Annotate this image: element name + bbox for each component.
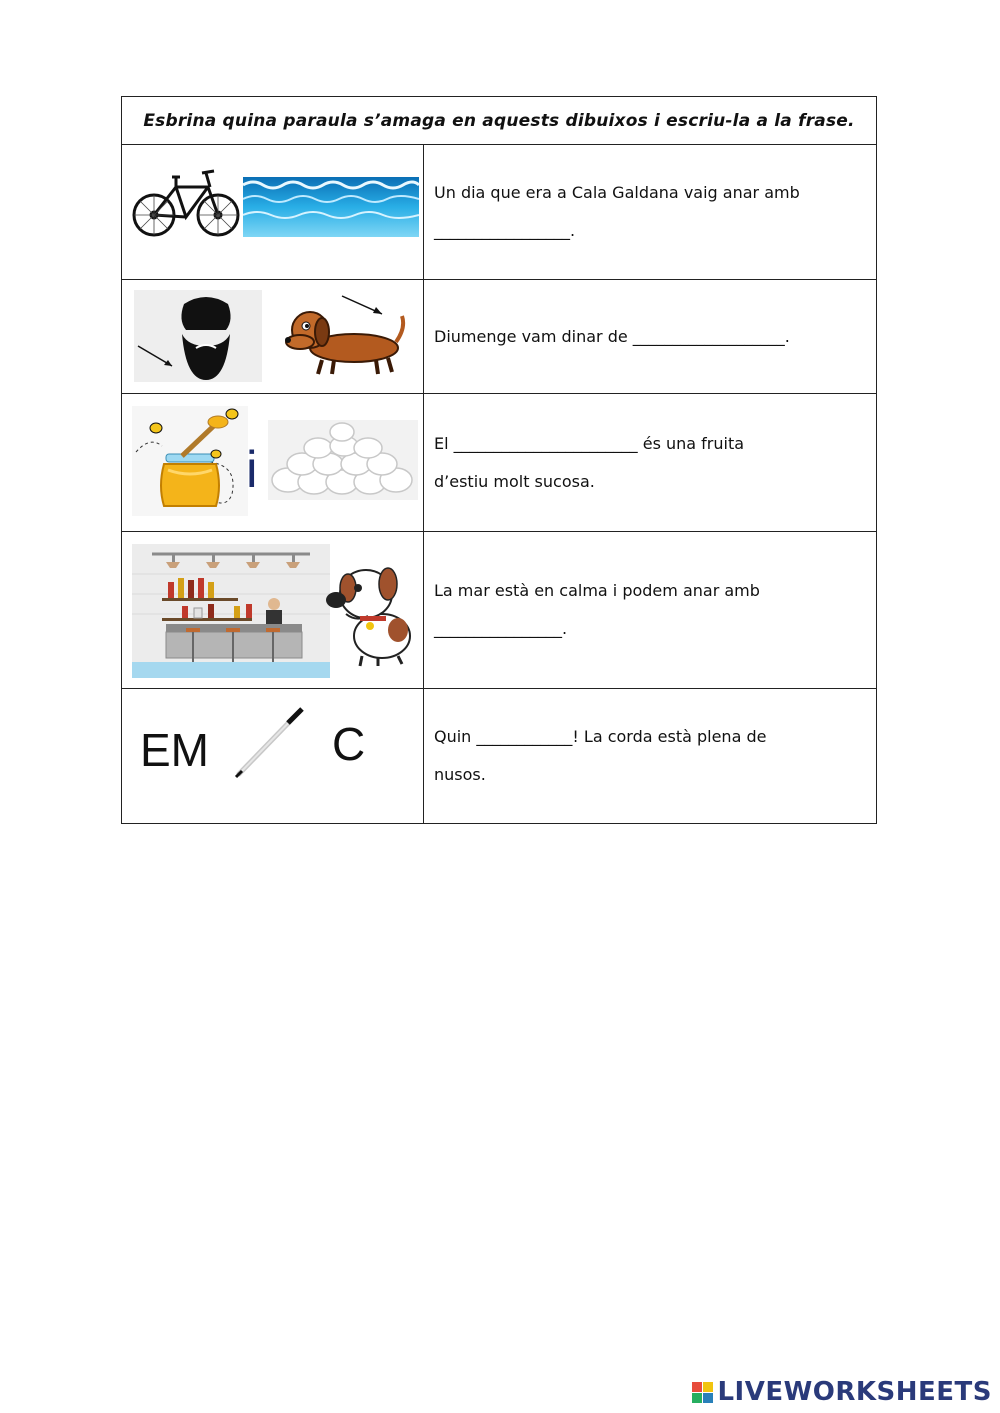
logo-icon [692, 1382, 713, 1403]
answer-blank[interactable]: Quin ____________! La corda està plena de [434, 727, 767, 746]
worksheet-title: Esbrina quina paraula s’amaga en aquests dibuixos i escriu-la a la frase. [122, 97, 876, 145]
rebus-letter: i [246, 441, 258, 499]
cotton-pile-icon [268, 420, 418, 500]
sentence-line: d’estiu molt sucosa. [434, 471, 595, 491]
liveworksheets-logo [692, 1377, 992, 1407]
answer-blank[interactable]: _________________. [434, 221, 576, 240]
dachshund-icon [272, 290, 408, 380]
table-row [122, 280, 876, 394]
sentence-cell [424, 145, 876, 279]
bar-counter-icon [132, 544, 330, 678]
sentence-line: La mar està en calma i podem anar amb [434, 581, 760, 600]
sentence-cell [424, 394, 876, 531]
rebus-letters: C [332, 718, 366, 770]
sentence-line: Un dia que era a Cala Galdana vaig anar amb [434, 183, 800, 202]
table-row [122, 145, 876, 280]
rebus-picture [122, 689, 424, 823]
table-row [122, 532, 876, 689]
worksheet-table [121, 96, 877, 824]
bicycle-icon [130, 157, 242, 247]
sea-waves-icon [243, 177, 419, 237]
rebus-picture [122, 532, 424, 688]
rebus-picture [122, 394, 424, 531]
rebus-picture [122, 145, 424, 279]
answer-blank[interactable]: ________________. [434, 619, 568, 638]
sentence-cell [424, 532, 876, 688]
answer-blank[interactable]: El _______________________ és una fruita [434, 433, 745, 453]
rebus-picture [122, 280, 424, 393]
beard-icon [134, 290, 262, 382]
sentence-cell [424, 689, 876, 823]
table-row [122, 394, 876, 532]
dog-icon [326, 558, 420, 668]
logo-text: LIVEWORKSHEETS [717, 1377, 992, 1407]
sentence-line: nusos. [434, 765, 486, 784]
sentence-line: Diumenge vam dinar de ___________________. [434, 326, 790, 346]
pen-icon [230, 703, 310, 783]
table-row [122, 689, 876, 823]
rebus-letters: EM [140, 724, 209, 776]
honey-jar-icon [132, 406, 248, 516]
sentence-cell [424, 280, 876, 393]
